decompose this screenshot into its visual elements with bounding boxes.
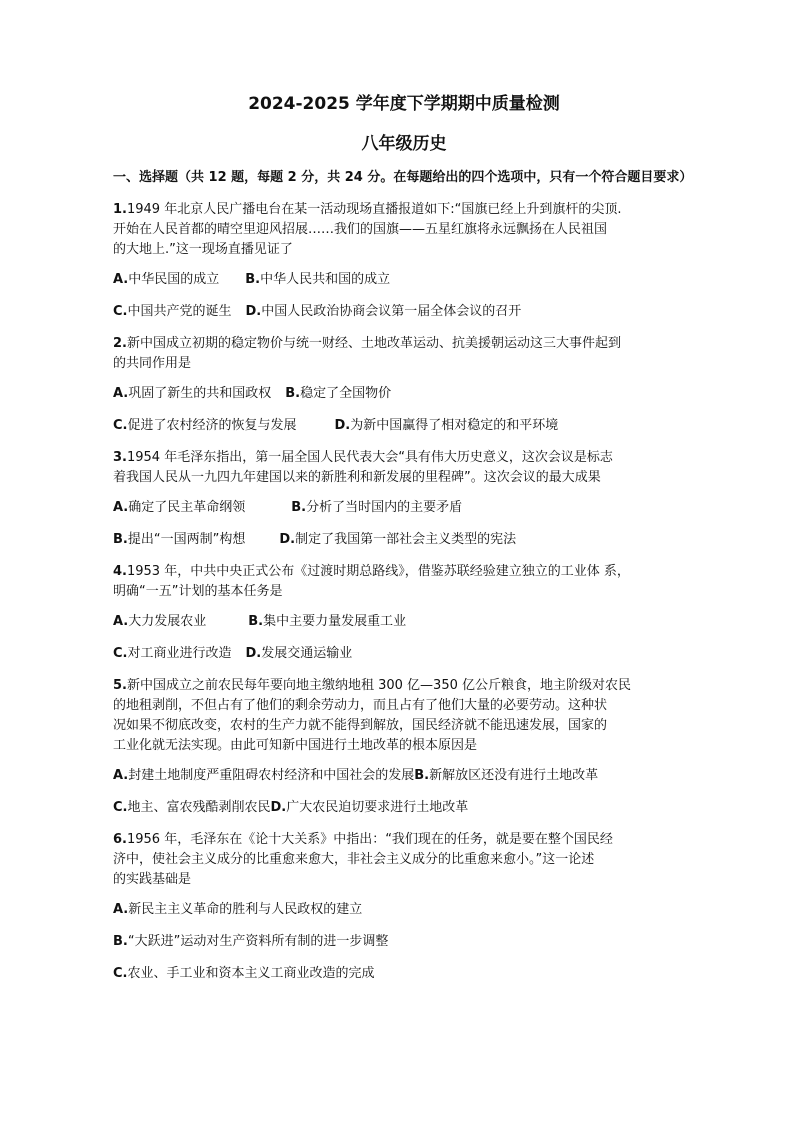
option-row	[113, 932, 695, 952]
question-4	[113, 562, 695, 664]
question-stem	[113, 334, 695, 374]
option-row	[113, 766, 695, 786]
option-row	[113, 644, 695, 664]
option-b: B.中华人民共和国的成立	[245, 272, 391, 287]
question-line: 着我国人民从一九四九年建国以来的新胜利和新发展的里程碑”。这次会议的最大成果	[113, 470, 601, 485]
option-b: B.“大跃进”运动对生产资料所有制的进一步调整	[113, 934, 389, 949]
question-line: 况如果不彻底改变，农村的生产力就不能得到解放，国民经济就不能迅速发展，国家的	[113, 718, 608, 733]
question-line: 的地租剥削，不但占有了他们的剩余劳动力，而且占有了他们大量的必要劳动。这种状	[113, 698, 608, 713]
option-a: A.大力发展农业	[113, 614, 207, 629]
question-line: 明确“一五”计划的基本任务是	[113, 584, 283, 599]
option-list	[113, 612, 695, 664]
option-c: C.农业、手工业和资本主义工商业改造的完成	[113, 966, 375, 981]
option-d: D.发展交通运输业	[245, 646, 353, 661]
option-list	[113, 384, 695, 436]
option-b: B.稳定了全国物价	[285, 386, 392, 401]
option-list	[113, 900, 695, 984]
option-row	[113, 384, 695, 404]
question-stem	[113, 830, 695, 890]
option-row	[113, 498, 695, 518]
question-6	[113, 830, 695, 984]
option-row	[113, 302, 695, 322]
option-d: D.广大农民迫切要求进行土地改革	[270, 800, 469, 815]
question-5	[113, 676, 695, 818]
option-a: A.巩固了新生的共和国政权	[113, 386, 272, 401]
page-title: 2024-2025 学年度下学期期中质量检测	[248, 94, 560, 114]
option-row	[113, 612, 695, 632]
question-line: 1949 年北京人民广播电台在某一活动现场直播报道如下:“国旗已经上升到旗杆的尖顶.	[126, 202, 622, 217]
question-line: 的大地上.”这一现场直播见证了	[113, 242, 293, 257]
option-c: C.促进了农村经济的恢复与发展	[113, 418, 297, 433]
page-subtitle: 八年级历史	[361, 134, 447, 154]
option-c: C.中国共产党的诞生	[113, 304, 232, 319]
question-line: 开始在人民首都的晴空里迎风招展……我们的国旗——五星红旗将永远飘扬在人民祖国	[113, 222, 608, 237]
question-stem	[113, 562, 695, 602]
question-line: 1954 年毛泽东指出，第一届全国人民代表大会“具有伟大历史意义，这次会议是标志	[126, 450, 613, 465]
option-row	[113, 964, 695, 984]
question-number: 1.	[113, 202, 127, 217]
question-stem	[113, 448, 695, 488]
section-heading: 一、选择题（共 12 题，每题 2 分，共 24 分。在每题给出的四个选项中，只有一个符合题目要求）	[113, 170, 693, 185]
question-line: 的共同作用是	[113, 356, 192, 371]
option-row	[113, 416, 695, 436]
question-number: 5.	[113, 678, 127, 693]
option-d: D.制定了我国第一部社会主义类型的宪法	[279, 532, 517, 547]
option-b: B.分析了当时国内的主要矛盾	[291, 500, 463, 515]
question-number: 2.	[113, 336, 127, 351]
option-a: A.确定了民主革命纲领	[113, 500, 246, 515]
option-b: B.集中主要力量发展重工业	[248, 614, 407, 629]
option-list	[113, 498, 695, 550]
option-d: D.为新中国赢得了相对稳定的和平环境	[334, 418, 559, 433]
option-d: D.中国人民政治协商会议第一届全体会议的召开	[245, 304, 522, 319]
question-stem	[113, 200, 695, 260]
question-line: 济中，使社会主义成分的比重愈来愈大，非社会主义成分的比重愈来愈小。”这一论述	[113, 852, 595, 867]
option-row	[113, 530, 695, 550]
option-a: A.中华民国的成立	[113, 272, 220, 287]
question-line: 1953 年，中共中央正式公布《过渡时期总路线》，借鉴苏联经验建立独立的工业体 系，	[126, 564, 630, 579]
question-3	[113, 448, 695, 550]
question-1	[113, 200, 695, 322]
question-number: 4.	[113, 564, 127, 579]
question-stem	[113, 676, 695, 756]
option-list	[113, 766, 695, 818]
question-number: 6.	[113, 832, 127, 847]
option-a: A.新民主主义革命的胜利与人民政权的建立	[113, 902, 363, 917]
question-number: 3.	[113, 450, 127, 465]
question-line: 工业化就无法实现。由此可知新中国进行土地改革的根本原因是	[113, 738, 478, 753]
option-a: A.封建土地制度严重阻碍农村经济和中国社会的发展	[113, 768, 415, 783]
question-line: 新中国成立初期的稳定物价与统一财经、土地改革运动、抗美援朝运动这三大事件起到	[126, 336, 621, 351]
option-c: C.对工商业进行改造	[113, 646, 232, 661]
option-list	[113, 270, 695, 322]
question-2	[113, 334, 695, 436]
question-line: 的实践基础是	[113, 872, 192, 887]
option-row	[113, 900, 695, 920]
option-c: C.地主、富农残酷剥削农民	[113, 800, 271, 815]
option-b: B.新解放区还没有进行土地改革	[414, 768, 599, 783]
option-row	[113, 798, 695, 818]
option-b-2: B.提出“一国两制”构想	[113, 532, 246, 547]
question-line: 1956 年，毛泽东在《论十大关系》中指出：“我们现在的任务，就是要在整个国民经	[126, 832, 613, 847]
option-row	[113, 270, 695, 290]
question-line: 新中国成立之前农民每年要向地主缴纳地租 300 亿—350 亿公斤粮食，地主阶级对农民	[126, 678, 632, 693]
